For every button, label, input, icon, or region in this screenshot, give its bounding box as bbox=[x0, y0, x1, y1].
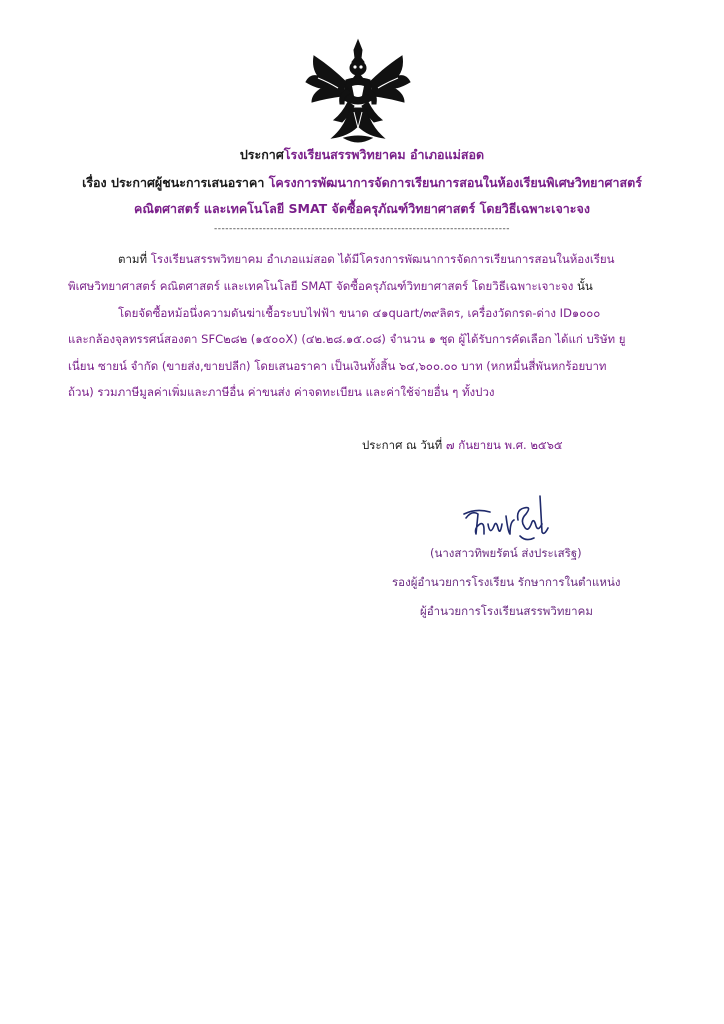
paragraph2-line2: และกล้องจุลทรรศน์สองตา SFC๒๘๒ (๑๕๐๐X) (๔๒.๒๘.๑๕.๐๘) จำนวน ๑ ชุด ผู้ได้รับการคัดเลือก ได้แก่ บริษัท ยู bbox=[68, 332, 626, 346]
title-prefix: ประกาศ bbox=[239, 147, 284, 162]
page-title bbox=[0, 147, 724, 163]
p1-ending: นั้น bbox=[573, 279, 593, 293]
paragraph1-line2 bbox=[68, 278, 593, 294]
paragraph1-line1 bbox=[118, 251, 615, 267]
announcement-date-value: ๗ กันยายน พ.ศ. ๒๕๖๕ bbox=[445, 438, 563, 452]
signer-position-line1: รองผู้อำนวยการโรงเรียน รักษาการในตำแหน่ง bbox=[392, 575, 621, 589]
subject-label: เรื่อง ประกาศผู้ชนะการเสนอราคา bbox=[82, 175, 265, 190]
subject-line-2: คณิตศาสตร์ และเทคโนโลยี SMAT จัดซื้อครุภัณฑ์วิทยาศาสตร์ โดยวิธีเฉพาะเจาะจง bbox=[134, 201, 590, 216]
school-name: โรงเรียนสรรพวิทยาคม อำเภอแม่สอด bbox=[283, 147, 485, 162]
separator-line: ------------------------------------------------------------------------------- bbox=[213, 224, 511, 234]
garuda-emblem-icon bbox=[302, 38, 414, 146]
announcement-date bbox=[362, 437, 563, 455]
signer-name: (นางสาวทิพยรัตน์ ส่งประเสริฐ) bbox=[430, 546, 582, 560]
paragraph2-line4: ถ้วน) รวมภาษีมูลค่าเพิ่มและภาษีอื่น ค่าขนส่ง ค่าจดทะเบียน และค่าใช้จ่ายอื่น ๆ ทั้งปวง bbox=[68, 385, 495, 399]
signer-position-line2: ผู้อำนวยการโรงเรียนสรรพวิทยาคม bbox=[420, 604, 593, 618]
p1-lead: ตามที่ bbox=[118, 252, 151, 266]
announcement-label: ประกาศ ณ วันที่ bbox=[362, 438, 446, 452]
paragraph2-line1: โดยจัดซื้อหม้อนึ่งความดันฆ่าเชื้อระบบไฟฟ้า ขนาด ๔๑quart/๓๙ลิตร, เครื่องวัดกรด-ด่าง ID๑๐๐๐ bbox=[118, 306, 601, 320]
paragraph2-line3: เนี่ยน ซายน์ จำกัด (ขายส่ง,ขายปลีก) โดยเสนอราคา เป็นเงินทั้งสิ้น ๖๔,๖๐๐.๐๐ บาท (หกหมื่นสี่พันหกร้อยบาท bbox=[68, 359, 607, 373]
handwritten-signature-icon bbox=[462, 492, 554, 544]
subject-project-line1: โครงการพัฒนาการจัดการเรียนการสอนในห้องเรียนพิเศษวิทยาศาสตร์ bbox=[268, 175, 642, 190]
subject-line-1 bbox=[0, 175, 724, 191]
p1-project-text: พิเศษวิทยาศาสตร์ คณิตศาสตร์ และเทคโนโลยี SMAT จัดซื้อครุภัณฑ์วิทยาศาสตร์ โดยวิธีเฉพาะเจาะจง bbox=[68, 279, 574, 293]
p1-school-text: โรงเรียนสรรพวิทยาคม อำเภอแม่สอด ได้มีโครงการพัฒนาการจัดการเรียนการสอนในห้องเรียน bbox=[150, 252, 615, 266]
